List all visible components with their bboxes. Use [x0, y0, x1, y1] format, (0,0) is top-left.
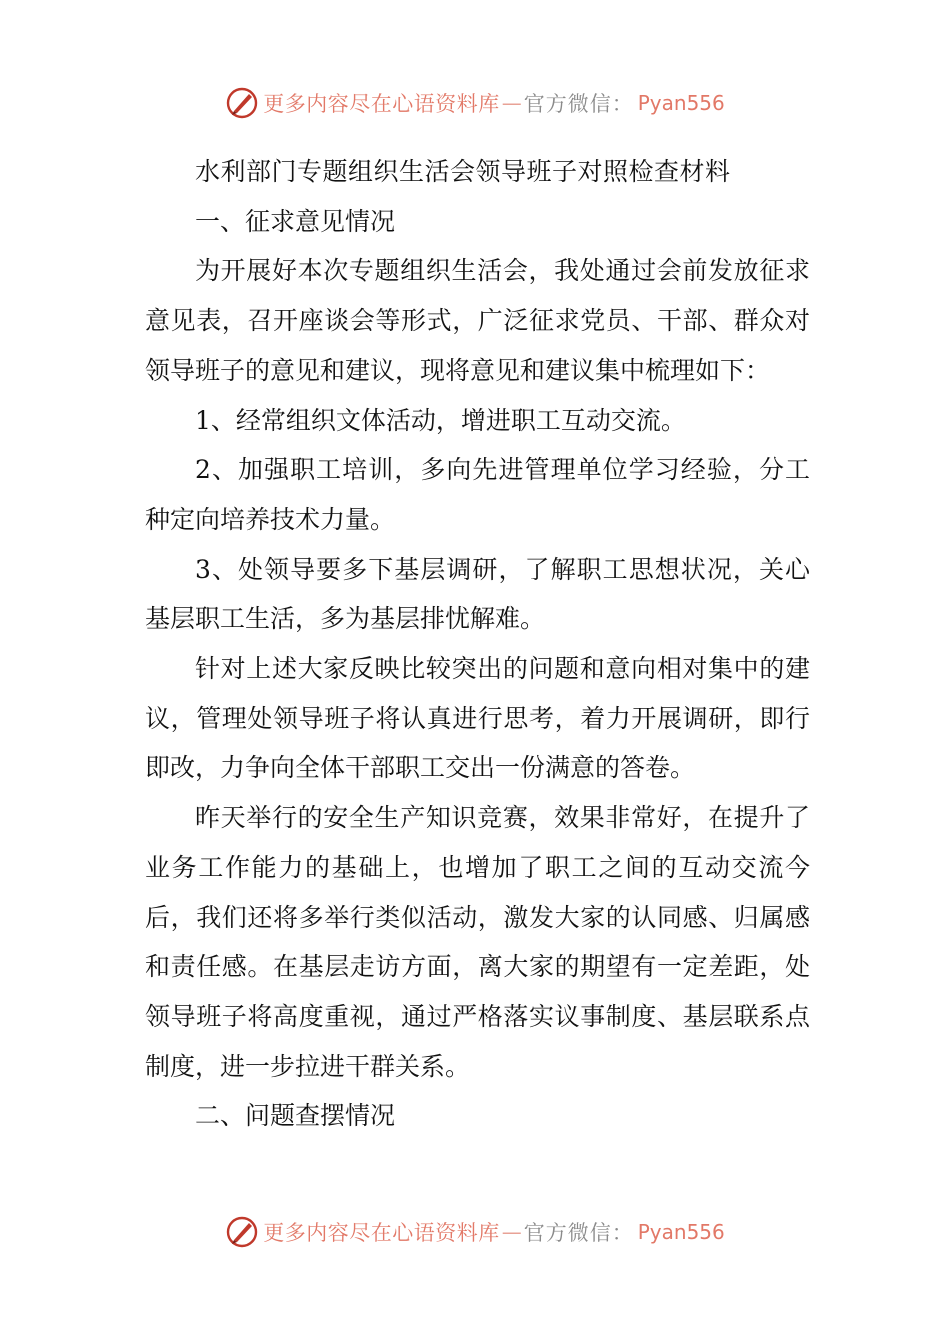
pen-logo-icon [225, 1215, 259, 1249]
section-heading-2: 二、问题查摆情况 [195, 1101, 396, 1131]
document-title: 水利部门专题组织生活会领导班子对照检查材料 [195, 157, 731, 186]
watermark-brand: 更多内容尽在心语资料库 [263, 1221, 500, 1245]
watermark-label: 官方微信： [523, 1221, 634, 1245]
paragraph-3: 昨天举行的安全生产知识竞赛，效果非常好，在提升了业务工作能力的基础上，也增加了职工之间的互动交流今后，我们还将多举行类似活动，激发大家的认同感、归属感和责任感。在基层走访方面，离大家的期望有一定差距，处领导班子将高度重视，通过严格落实议事制度、基层联系点制度，进一步拉进干群关系。 [145, 803, 810, 1081]
watermark-id: Pyan556 [637, 91, 725, 115]
list-item-1: 1、经常组织文体活动，增进职工互动交流。 [195, 405, 686, 435]
watermark-id: Pyan556 [637, 1220, 725, 1244]
watermark-header [0, 83, 950, 123]
pen-logo-icon [225, 86, 259, 120]
list-item-2: 2、加强职工培训，多向先进管理单位学习经验，分工种定向培养技术力量。 [145, 455, 810, 534]
list-item-3: 3、处领导要多下基层调研，了解职工思想状况，关心基层职工生活，多为基层排忧解难。 [145, 554, 810, 634]
watermark-brand: 更多内容尽在心语资料库 [263, 92, 500, 116]
document-body [145, 147, 810, 1141]
watermark-dash: — [501, 1220, 522, 1244]
watermark-label: 官方微信： [523, 92, 634, 116]
section-heading-1: 一、征求意见情况 [195, 206, 396, 236]
paragraph-2: 针对上述大家反映比较突出的问题和意向相对集中的建议，管理处领导班子将认真进行思考，着力开展调研，即行即改，力争向全体干部职工交出一份满意的答卷。 [145, 654, 810, 783]
watermark-dash: — [501, 91, 522, 115]
paragraph-1: 为开展好本次专题组织生活会，我处通过会前发放征求意见表，召开座谈会等形式，广泛征求党员、干部、群众对领导班子的意见和建议，现将意见和建议集中梳理如下： [145, 256, 810, 385]
watermark-footer [0, 1212, 950, 1252]
